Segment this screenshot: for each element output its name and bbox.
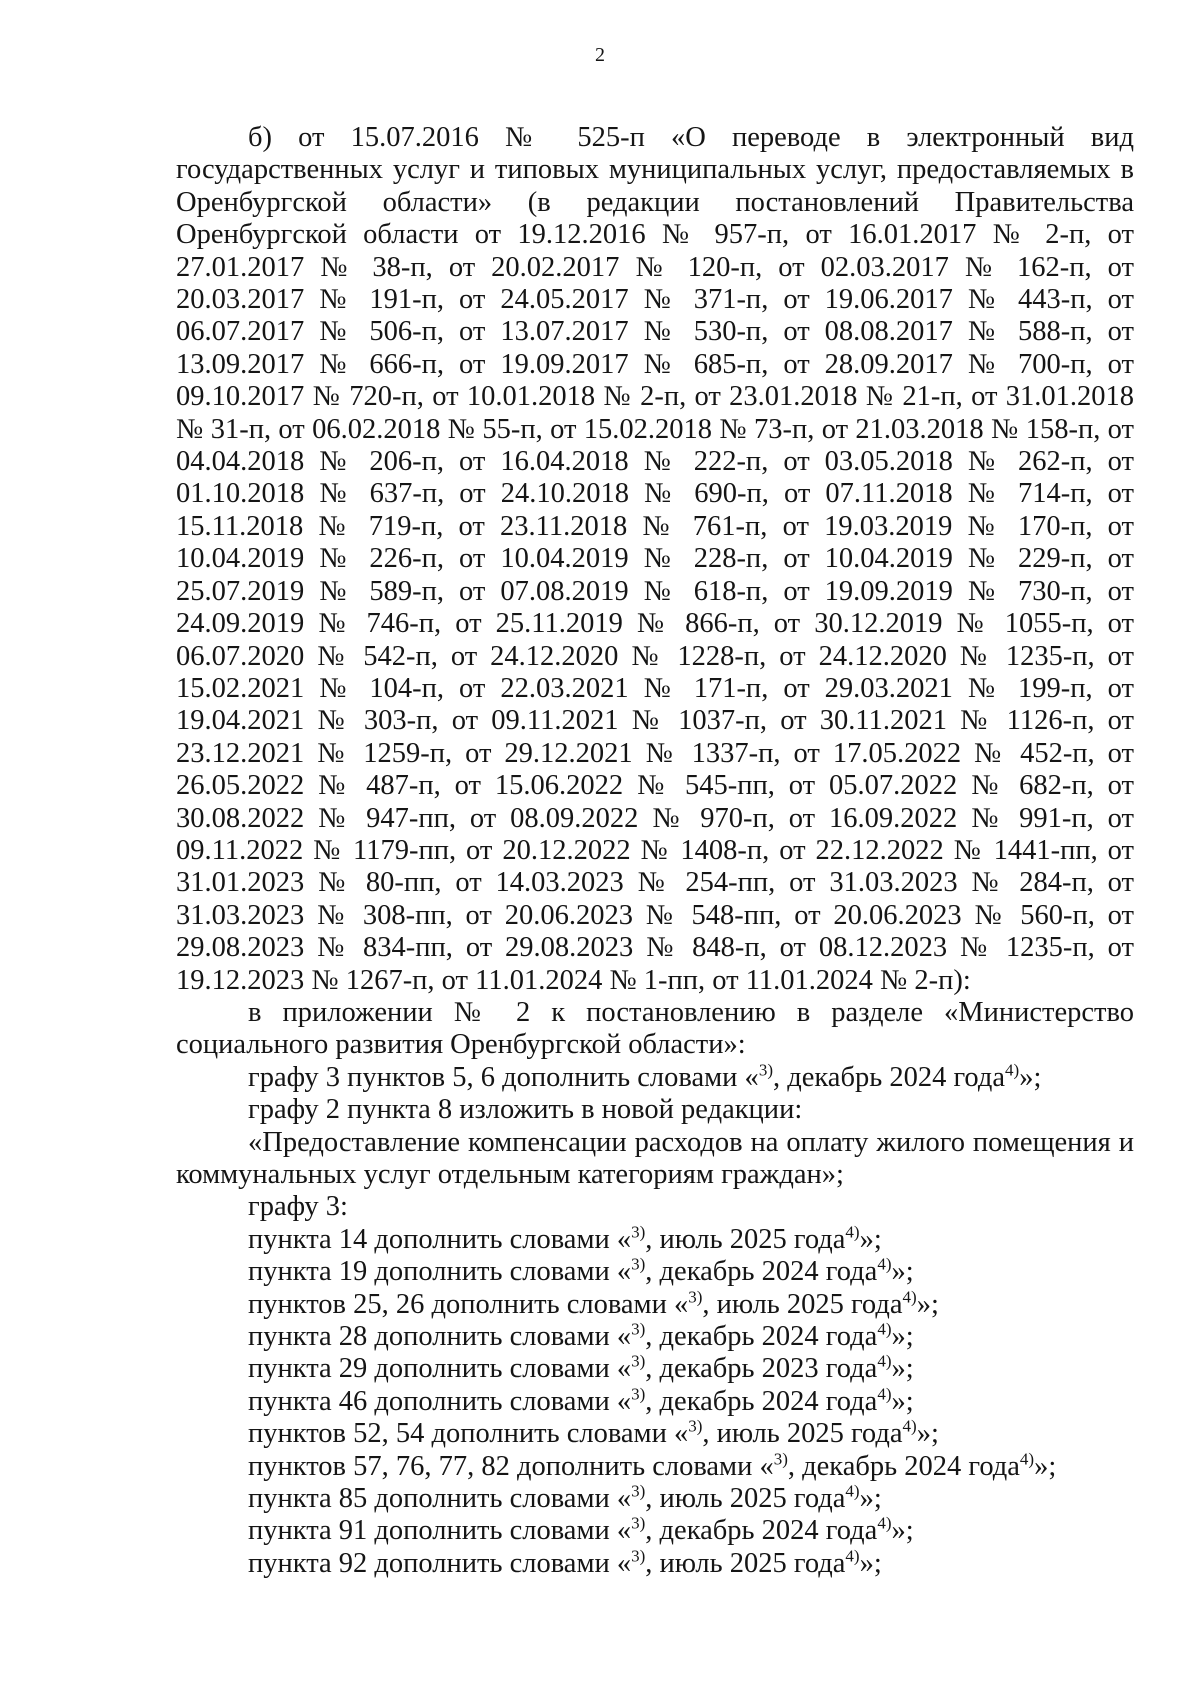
amendment-item: пункта 85 дополнить словами «$^{3)}$, июль 2025 года$^{4)}$»; [248,1481,882,1515]
amendment-item: пункта 19 дополнить словами «$^{3)}$, декабрь 2024 года$^{4)}$»; [248,1254,914,1288]
amendment-item: пункта 92 дополнить словами «$^{3)}$, июль 2025 года$^{4)}$»; [248,1546,882,1579]
appendix-paragraph: в приложении № 2 к постановлению в разделе «Министерство социального развития Оренбургской области»: [176,996,1134,1061]
amendment-item-8-intro: графу 2 пункта 8 изложить в новой редакции: [248,1094,803,1126]
amendment-item: пунктов 57, 76, 77, 82 дополнить словами «$^{3)}$, декабрь 2024 года$^{4)}$»; [248,1449,1057,1482]
column-3-heading: графу 3: [248,1191,348,1223]
amendment-item: пунктов 52, 54 дополнить словами «$^{3)}$, июль 2025 года$^{4)}$»; [248,1416,939,1450]
amendment-item: пункта 29 дополнить словами «$^{3)}$, декабрь 2023 года$^{4)}$»; [248,1351,914,1385]
intro-paragraph: б) от 15.07.2016 № 525-п «О переводе в электронный вид государственных услуг и типовых муниципальных услуг, предоставляемых в Оренбургской области» (в редакции постановлений Правительства Оренбургской области от 19.12.2016 № 957-п, от 16.01.2017 № 2-п, от 27.01.2017 № 38-п, от 20.02.2017 № 120-п, от 02.03.2017 № 162-п, от 20.03.2017 № 191-п, от 24.05.2017 № 371-п, от 19.06.2017 № 443-п, от 06.07.2017 № 506-п, от 13.07.2017 № 530-п, от 08.08.2017 № 588-п, от 13.09.2017 № 666-п, от 19.09.2017 № 685-п, от 28.09.2017 № 700-п, от 09.10.2017 № 720-п, от 10.01.2018 № 2-п, от 23.01.2018 № 21-п, от 31.01.2018 № 31-п, от 06.02.2018 № 55-п, от 15.02.2018 № 73-п, от 21.03.2018 № 158-п, от 04.04.2018 № 206-п, от 16.04.2018 № 222-п, от 03.05.2018 № 262-п, от 01.10.2018 № 637-п, от 24.10.2018 № 690-п, от 07.11.2018 № 714-п, от 15.11.2018 № 719-п, от 23.11.2018 № 761-п, от 19.03.2019 № 170-п, от 10.04.2019 № 226-п, от 10.04.2019 № 228-п, от 10.04.2019 № 229-п, от 25.07.2019 № 589-п, от 07.08.2019 № 618-п, от 19.09.2019 № 730-п, от 24.09.2019 № 746-п, от 25.11.2019 № 866-п, от 30.12.2019 № 1055-п, от 06.07.2020 № 542-п, от 24.12.2020 № 1228-п, от 24.12.2020 № 1235-п, от 15.02.2021 № 104-п, от 22.03.2021 № 171-п, от 29.03.2021 № 199-п, от 19.04.2021 № 303-п, от 09.11.2021 № 1037-п, от 30.11.2021 № 1126-п, от 23.12.2021 № 1259-п, от 29.12.2021 № 1337-п, от 17.05.2022 № 452-п, от 26.05.2022 № 487-п, от 15.06.2022 № 545-пп, от 05.07.2022 № 682-п, от 30.08.2022 № 947-пп, от 08.09.2022 № 970-п, от 16.09.2022 № 991-п, от 09.11.2022 № 1179-пп, от 20.12.2022 № 1408-п, от 22.12.2022 № 1441-пп, от 31.01.2023 № 80-пп, от 14.03.2023 № 254-пп, от 31.03.2023 № 284-п, от 31.03.2023 № 308-пп, от 20.06.2023 № 548-пп, от 20.06.2023 № 560-п, от 29.08.2023 № 834-пп, от 29.08.2023 № 848-п, от 08.12.2023 № 1235-п, от 19.12.2023 № 1267-п, от 11.01.2024 № 1-пп, от 11.01.2024 № 2-п): [176,122,1134,996]
amendment-list [176,1224,1134,1580]
amendment-item: пункта 28 дополнить словами «$^{3)}$, декабрь 2024 года$^{4)}$»; [248,1319,914,1353]
document-body [176,122,1134,1580]
amendment-item: пунктов 25, 26 дополнить словами «$^{3)}$, июль 2025 года$^{4)}$»; [248,1287,939,1320]
amendment-item: пункта 46 дополнить словами «$^{3)}$, декабрь 2024 года$^{4)}$»; [248,1384,914,1417]
page-number: 2 [595,44,605,66]
amendment-item: пункта 91 дополнить словами «$^{3)}$, декабрь 2024 года$^{4)}$»; [248,1513,914,1547]
amendment-items-5-6: графу 3 пунктов 5, 6 дополнить словами «$^{3)}$, декабрь 2024 года$^{4)}$»; [248,1060,1042,1093]
amendment-item-8-text: «Предоставление компенсации расходов на оплату жилого помещения и коммунальных услуг отдельным категориям граждан»; [176,1126,1134,1190]
amendment-item: пункта 14 дополнить словами «$^{3)}$, июль 2025 года$^{4)}$»; [248,1222,882,1255]
